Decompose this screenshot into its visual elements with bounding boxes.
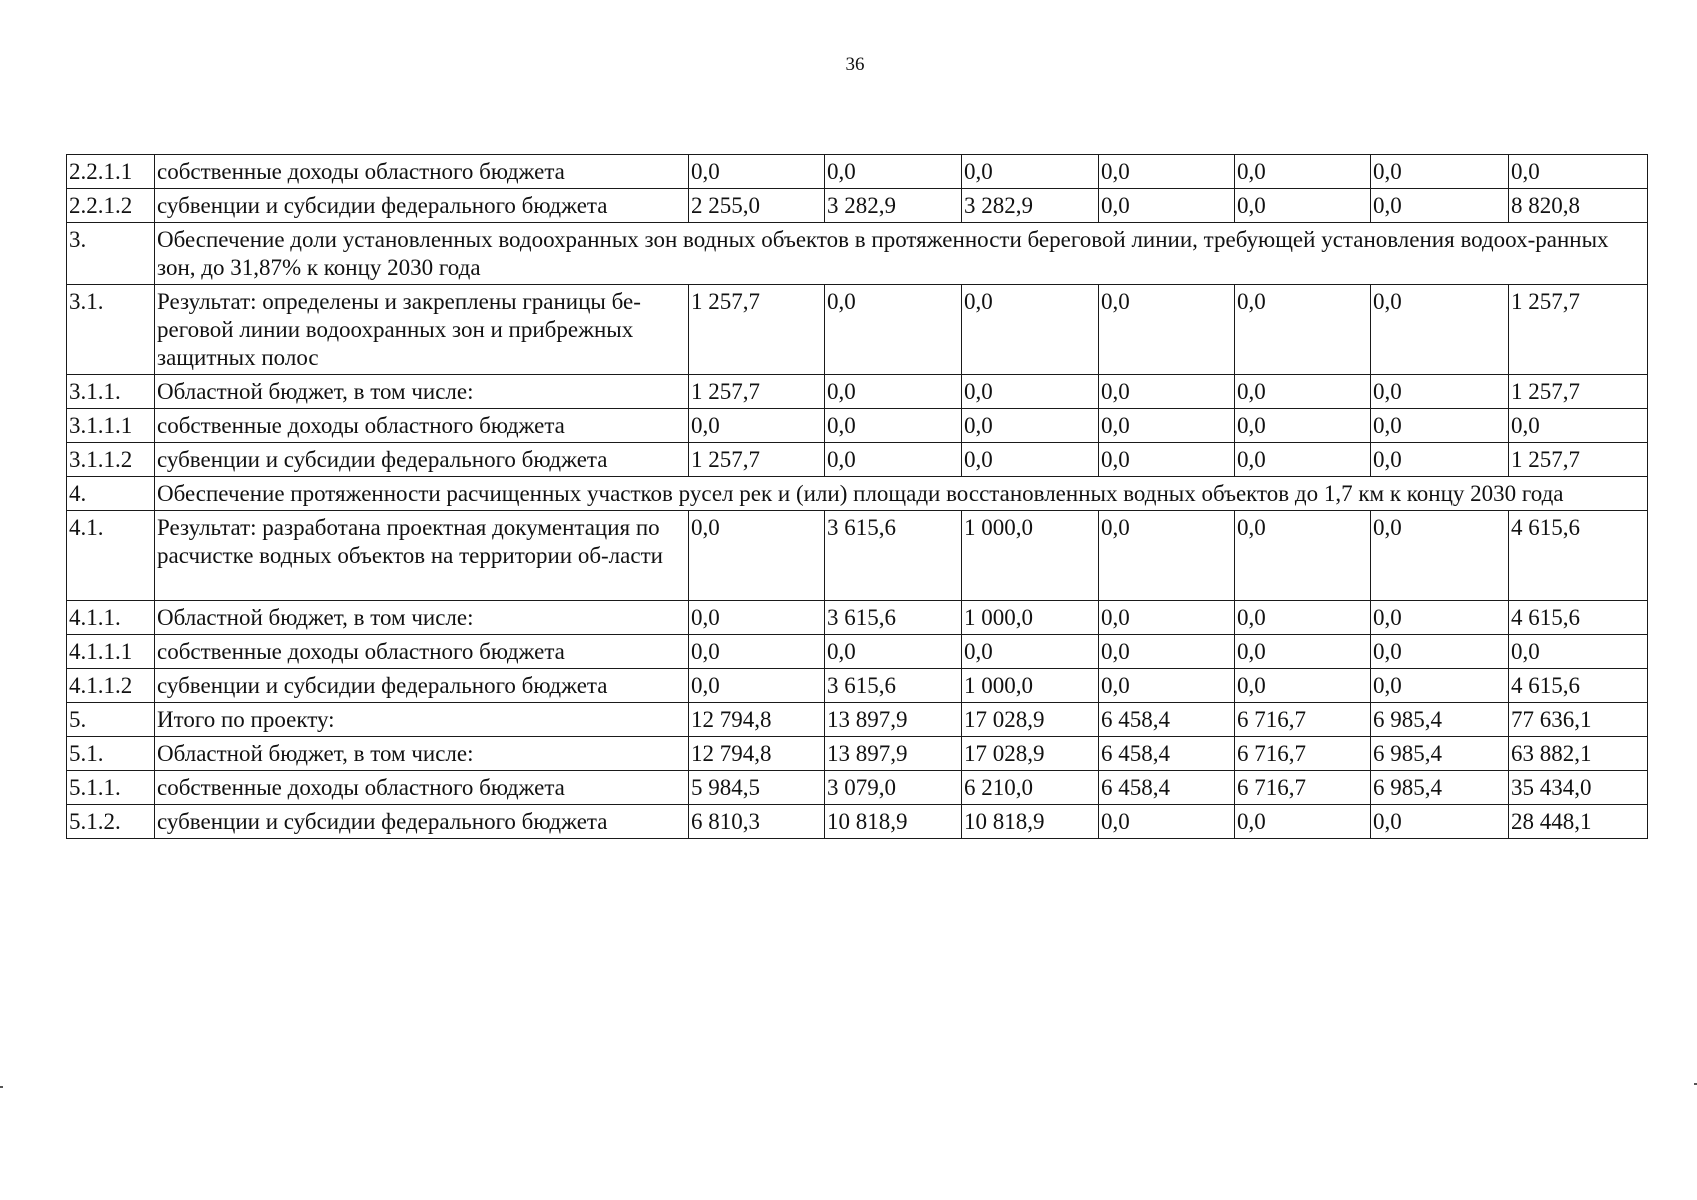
year-value-cell: 0,0 xyxy=(962,443,1099,477)
year-value-cell: 0,0 xyxy=(825,409,962,443)
row-label-cell: субвенции и субсидии федерального бюджета xyxy=(155,669,689,703)
year-value-cell: 0,0 xyxy=(1099,635,1235,669)
row-code-cell: 2.2.1.2 xyxy=(67,189,155,223)
row-code-cell: 3.1.1.2 xyxy=(67,443,155,477)
row-label-cell: Итого по проекту: xyxy=(155,703,689,737)
year-value-cell: 12 794,8 xyxy=(689,737,825,771)
year-value-cell: 0,0 xyxy=(689,601,825,635)
row-code-cell: 4.1. xyxy=(67,511,155,601)
total-value-cell: 4 615,6 xyxy=(1509,601,1648,635)
year-value-cell: 6 810,3 xyxy=(689,805,825,839)
year-value-cell: 17 028,9 xyxy=(962,737,1099,771)
year-value-cell: 0,0 xyxy=(1235,155,1371,189)
year-value-cell: 6 458,4 xyxy=(1099,737,1235,771)
year-value-cell: 0,0 xyxy=(1099,155,1235,189)
year-value-cell: 0,0 xyxy=(689,511,825,601)
year-value-cell: 6 458,4 xyxy=(1099,771,1235,805)
year-value-cell: 0,0 xyxy=(1235,511,1371,601)
year-value-cell: 3 282,9 xyxy=(962,189,1099,223)
year-value-cell: 2 255,0 xyxy=(689,189,825,223)
row-code-cell: 2.2.1.1 xyxy=(67,155,155,189)
row-label-cell: Областной бюджет, в том числе: xyxy=(155,375,689,409)
year-value-cell: 0,0 xyxy=(825,155,962,189)
year-value-cell: 0,0 xyxy=(1371,409,1509,443)
year-value-cell: 0,0 xyxy=(1235,601,1371,635)
row-code-cell: 5.1.2. xyxy=(67,805,155,839)
table-row xyxy=(67,443,1648,477)
year-value-cell: 0,0 xyxy=(1371,375,1509,409)
year-value-cell: 3 615,6 xyxy=(825,601,962,635)
total-value-cell: 0,0 xyxy=(1509,155,1648,189)
section-row xyxy=(67,477,1648,511)
year-value-cell: 0,0 xyxy=(1235,409,1371,443)
table-row xyxy=(67,635,1648,669)
year-value-cell: 0,0 xyxy=(825,375,962,409)
year-value-cell: 3 282,9 xyxy=(825,189,962,223)
row-code-cell: 3.1. xyxy=(67,285,155,375)
year-value-cell: 0,0 xyxy=(1371,189,1509,223)
row-code-cell: 4.1.1.1 xyxy=(67,635,155,669)
row-label-cell: Областной бюджет, в том числе: xyxy=(155,737,689,771)
year-value-cell: 0,0 xyxy=(1371,805,1509,839)
row-label-cell: Областной бюджет, в том числе: xyxy=(155,601,689,635)
year-value-cell: 0,0 xyxy=(1235,443,1371,477)
year-value-cell: 6 716,7 xyxy=(1235,771,1371,805)
table-row xyxy=(67,375,1648,409)
year-value-cell: 0,0 xyxy=(1235,285,1371,375)
year-value-cell: 6 985,4 xyxy=(1371,737,1509,771)
year-value-cell: 5 984,5 xyxy=(689,771,825,805)
budget-table-body xyxy=(67,155,1648,839)
row-label-cell: собственные доходы областного бюджета xyxy=(155,771,689,805)
year-value-cell: 6 210,0 xyxy=(962,771,1099,805)
year-value-cell: 0,0 xyxy=(689,409,825,443)
table-row xyxy=(67,285,1648,375)
year-value-cell: 0,0 xyxy=(1099,511,1235,601)
year-value-cell: 0,0 xyxy=(962,375,1099,409)
table-row xyxy=(67,511,1648,601)
table-row xyxy=(67,703,1648,737)
year-value-cell: 0,0 xyxy=(1099,285,1235,375)
row-code-cell: 3.1.1. xyxy=(67,375,155,409)
year-value-cell: 0,0 xyxy=(962,409,1099,443)
year-value-cell: 0,0 xyxy=(1235,669,1371,703)
year-value-cell: 6 458,4 xyxy=(1099,703,1235,737)
year-value-cell: 0,0 xyxy=(1371,443,1509,477)
row-code-cell: 5.1. xyxy=(67,737,155,771)
year-value-cell: 6 985,4 xyxy=(1371,771,1509,805)
row-label-cell: собственные доходы областного бюджета xyxy=(155,635,689,669)
total-value-cell: 4 615,6 xyxy=(1509,511,1648,601)
table-row xyxy=(67,669,1648,703)
year-value-cell: 0,0 xyxy=(689,155,825,189)
total-value-cell: 77 636,1 xyxy=(1509,703,1648,737)
row-label-cell: собственные доходы областного бюджета xyxy=(155,409,689,443)
year-value-cell: 0,0 xyxy=(1099,601,1235,635)
year-value-cell: 17 028,9 xyxy=(962,703,1099,737)
year-value-cell: 1 000,0 xyxy=(962,601,1099,635)
year-value-cell: 0,0 xyxy=(1235,635,1371,669)
row-code-cell: 3.1.1.1 xyxy=(67,409,155,443)
total-value-cell: 0,0 xyxy=(1509,409,1648,443)
row-code-cell: 5.1.1. xyxy=(67,771,155,805)
total-value-cell: 0,0 xyxy=(1509,635,1648,669)
year-value-cell: 6 985,4 xyxy=(1371,703,1509,737)
year-value-cell: 0,0 xyxy=(1371,511,1509,601)
year-value-cell: 0,0 xyxy=(825,443,962,477)
year-value-cell: 0,0 xyxy=(962,285,1099,375)
year-value-cell: 0,0 xyxy=(1099,805,1235,839)
row-label-cell: субвенции и субсидии федерального бюджета xyxy=(155,189,689,223)
year-value-cell: 0,0 xyxy=(1371,635,1509,669)
year-value-cell: 0,0 xyxy=(1235,805,1371,839)
year-value-cell: 0,0 xyxy=(689,635,825,669)
year-value-cell: 0,0 xyxy=(1371,669,1509,703)
year-value-cell: 0,0 xyxy=(1235,189,1371,223)
section-title-cell: Обеспечение протяженности расчищенных участков русел рек и (или) площади восстановленных водных объектов до 1,7 км к концу 2030 года xyxy=(155,477,1648,511)
year-value-cell: 0,0 xyxy=(825,635,962,669)
table-row xyxy=(67,601,1648,635)
total-value-cell: 28 448,1 xyxy=(1509,805,1648,839)
year-value-cell: 13 897,9 xyxy=(825,737,962,771)
year-value-cell: 0,0 xyxy=(1371,285,1509,375)
year-value-cell: 1 257,7 xyxy=(689,375,825,409)
table-row xyxy=(67,155,1648,189)
year-value-cell: 0,0 xyxy=(962,155,1099,189)
year-value-cell: 0,0 xyxy=(825,285,962,375)
row-code-cell: 4. xyxy=(67,477,155,511)
year-value-cell: 1 000,0 xyxy=(962,511,1099,601)
row-code-cell: 4.1.1.2 xyxy=(67,669,155,703)
section-title-cell: Обеспечение доли установленных водоохранных зон водных объектов в протяженности береговой линии, требующей установления водоох-ранных зон, до 31,87% к концу 2030 года xyxy=(155,223,1648,285)
scan-edge-mark-left xyxy=(0,1086,3,1088)
row-label-cell: субвенции и субсидии федерального бюджета xyxy=(155,443,689,477)
section-row xyxy=(67,223,1648,285)
year-value-cell: 0,0 xyxy=(1371,155,1509,189)
year-value-cell: 1 257,7 xyxy=(689,285,825,375)
year-value-cell: 12 794,8 xyxy=(689,703,825,737)
year-value-cell: 0,0 xyxy=(1099,443,1235,477)
budget-table xyxy=(66,154,1648,839)
row-code-cell: 4.1.1. xyxy=(67,601,155,635)
row-label-cell: Результат: разработана проектная документация по расчистке водных объектов на территории об-ласти xyxy=(155,511,689,601)
year-value-cell: 0,0 xyxy=(1099,189,1235,223)
year-value-cell: 1 257,7 xyxy=(689,443,825,477)
table-row xyxy=(67,409,1648,443)
year-value-cell: 10 818,9 xyxy=(825,805,962,839)
total-value-cell: 35 434,0 xyxy=(1509,771,1648,805)
total-value-cell: 1 257,7 xyxy=(1509,375,1648,409)
year-value-cell: 13 897,9 xyxy=(825,703,962,737)
year-value-cell: 3 615,6 xyxy=(825,669,962,703)
total-value-cell: 8 820,8 xyxy=(1509,189,1648,223)
year-value-cell: 0,0 xyxy=(1099,669,1235,703)
year-value-cell: 0,0 xyxy=(1371,601,1509,635)
year-value-cell: 0,0 xyxy=(689,669,825,703)
year-value-cell: 3 079,0 xyxy=(825,771,962,805)
total-value-cell: 1 257,7 xyxy=(1509,443,1648,477)
row-code-cell: 5. xyxy=(67,703,155,737)
table-row xyxy=(67,189,1648,223)
year-value-cell: 6 716,7 xyxy=(1235,703,1371,737)
row-code-cell: 3. xyxy=(67,223,155,285)
year-value-cell: 0,0 xyxy=(962,635,1099,669)
row-label-cell: субвенции и субсидии федерального бюджета xyxy=(155,805,689,839)
year-value-cell: 6 716,7 xyxy=(1235,737,1371,771)
year-value-cell: 0,0 xyxy=(1099,409,1235,443)
row-label-cell: Результат: определены и закреплены границы бе-реговой линии водоохранных зон и прибрежных защитных полос xyxy=(155,285,689,375)
year-value-cell: 3 615,6 xyxy=(825,511,962,601)
table-row xyxy=(67,771,1648,805)
row-label-cell: собственные доходы областного бюджета xyxy=(155,155,689,189)
total-value-cell: 4 615,6 xyxy=(1509,669,1648,703)
year-value-cell: 0,0 xyxy=(1235,375,1371,409)
year-value-cell: 0,0 xyxy=(1099,375,1235,409)
year-value-cell: 1 000,0 xyxy=(962,669,1099,703)
year-value-cell: 10 818,9 xyxy=(962,805,1099,839)
total-value-cell: 63 882,1 xyxy=(1509,737,1648,771)
table-row xyxy=(67,737,1648,771)
table-row xyxy=(67,805,1648,839)
total-value-cell: 1 257,7 xyxy=(1509,285,1648,375)
page-number: 36 xyxy=(845,54,865,75)
